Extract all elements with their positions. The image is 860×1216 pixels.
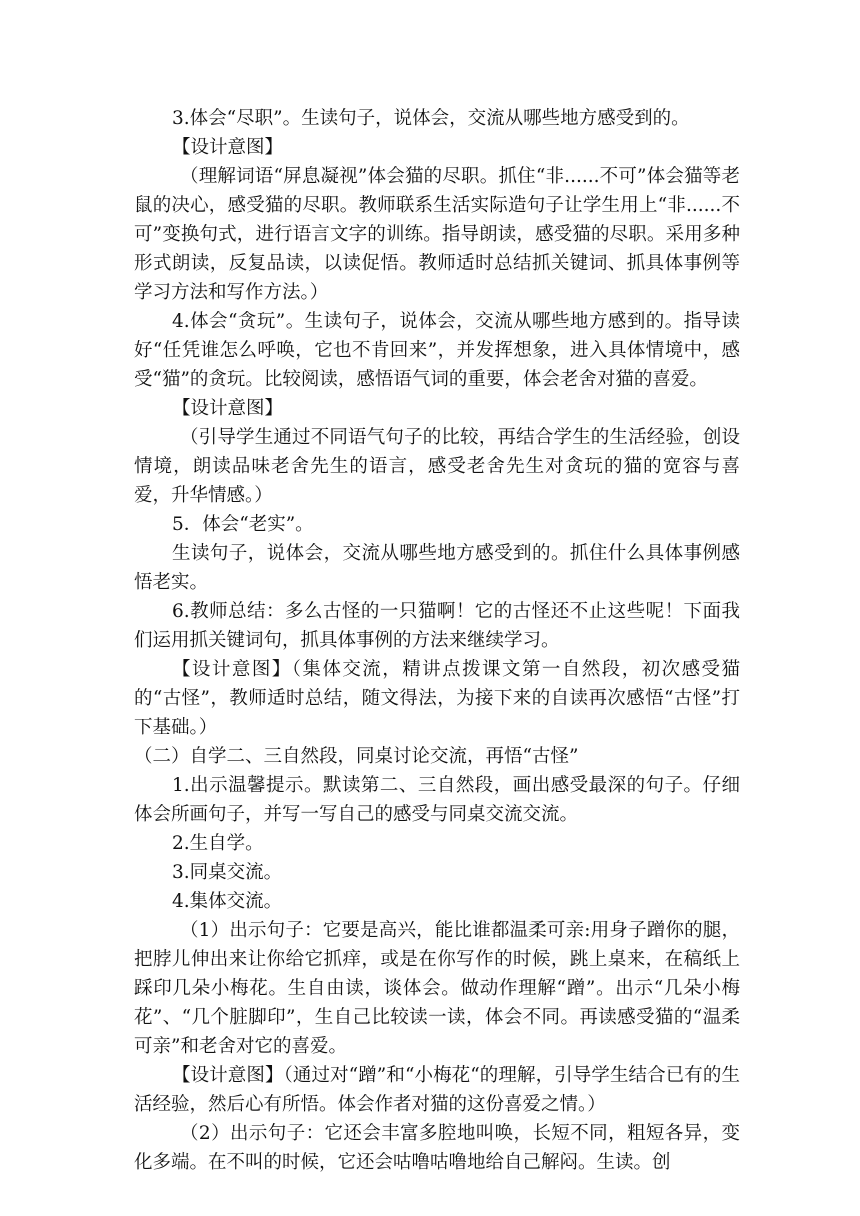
paragraph: （2）出示句子：它还会丰富多腔地叫唤，长短不同，粗短各异，变化多端。在不叫的时候，它还会咕噜咕噜地给自己解闷。生读。创 (134, 1123, 740, 1173)
paragraph: 5．体会“老实”。 (172, 514, 314, 535)
paragraph: 2.生自学。 (172, 833, 264, 854)
paragraph: 4.集体交流。 (172, 891, 283, 912)
design-intent-heading: 【设计意图】 (172, 137, 284, 158)
paragraph: 3.同桌交流。 (172, 862, 283, 883)
document-page (134, 104, 740, 1177)
paragraph: 3.体会“尽职”。生读句子，说体会，交流从哪些地方感受到的。 (172, 108, 690, 129)
paragraph: 6.教师总结：多么古怪的一只猫啊！它的古怪还不止这些呢！下面我们运用抓关键词句，抓具体事例的方法来继续学习。 (134, 601, 740, 651)
paragraph: 生读句子，说体会，交流从哪些地方感受到的。抓住什么具体事例感悟老实。 (134, 543, 740, 593)
design-intent-heading: 【设计意图】 (172, 398, 284, 419)
paragraph: （引导学生通过不同语气句子的比较，再结合学生的生活经验，创设情境，朗读品味老舍先生的语言，感受老舍先生对贪玩的猫的宽容与喜爱，升华情感。） (134, 427, 740, 506)
section-heading: （二）自学二、三自然段，同桌讨论交流，再悟“古怪” (134, 746, 579, 767)
paragraph: 【设计意图】（集体交流，精讲点拨课文第一自然段，初次感受猫的“古怪”，教师适时总结，随文得法，为接下来的自读再次感悟“古怪”打下基础。） (134, 659, 740, 738)
paragraph: （理解词语“屏息凝视”体会猫的尽职。抓住“非......不可”体会猫等老鼠的决心，感受猫的尽职。教师联系生活实际造句子让学生用上“非......不可”变换句式，进行语言文字的训练。指导朗读，感受猫的尽职。采用多种形式朗读，反复品读，以读促悟。教师适时总结抓关键词、抓具体事例等学习方法和写作方法。） (134, 166, 740, 303)
paragraph: 【设计意图】（通过对“蹭”和“小梅花“的理解，引导学生结合已有的生活经验，然后心有所悟。体会作者对猫的这份喜爱之情。） (134, 1065, 740, 1115)
paragraph: （1）出示句子：它要是高兴，能比谁都温柔可亲:用身子蹭你的腿，把脖儿伸出来让你给它抓痒，或是在你写作的时候，跳上桌来，在稿纸上踩印几朵小梅花。生自由读，谈体会。做动作理解“蹭”。出示“几朵小梅花”、“几个脏脚印”，生自己比较读一读，体会不同。再读感受猫的“温柔可亲”和老舍对它的喜爱。 (134, 920, 740, 1057)
paragraph: 1.出示温馨提示。默读第二、三自然段，画出感受最深的句子。仔细体会所画句子，并写一写自己的感受与同桌交流交流。 (134, 775, 740, 825)
paragraph: 4.体会“贪玩”。生读句子，说体会，交流从哪些地方感到的。指导读好“任凭谁怎么呼唤，它也不肯回来”，并发挥想象，进入具体情境中，感受“猫”的贪玩。比较阅读，感悟语气词的重要，体会老舍对猫的喜爱。 (134, 311, 740, 390)
